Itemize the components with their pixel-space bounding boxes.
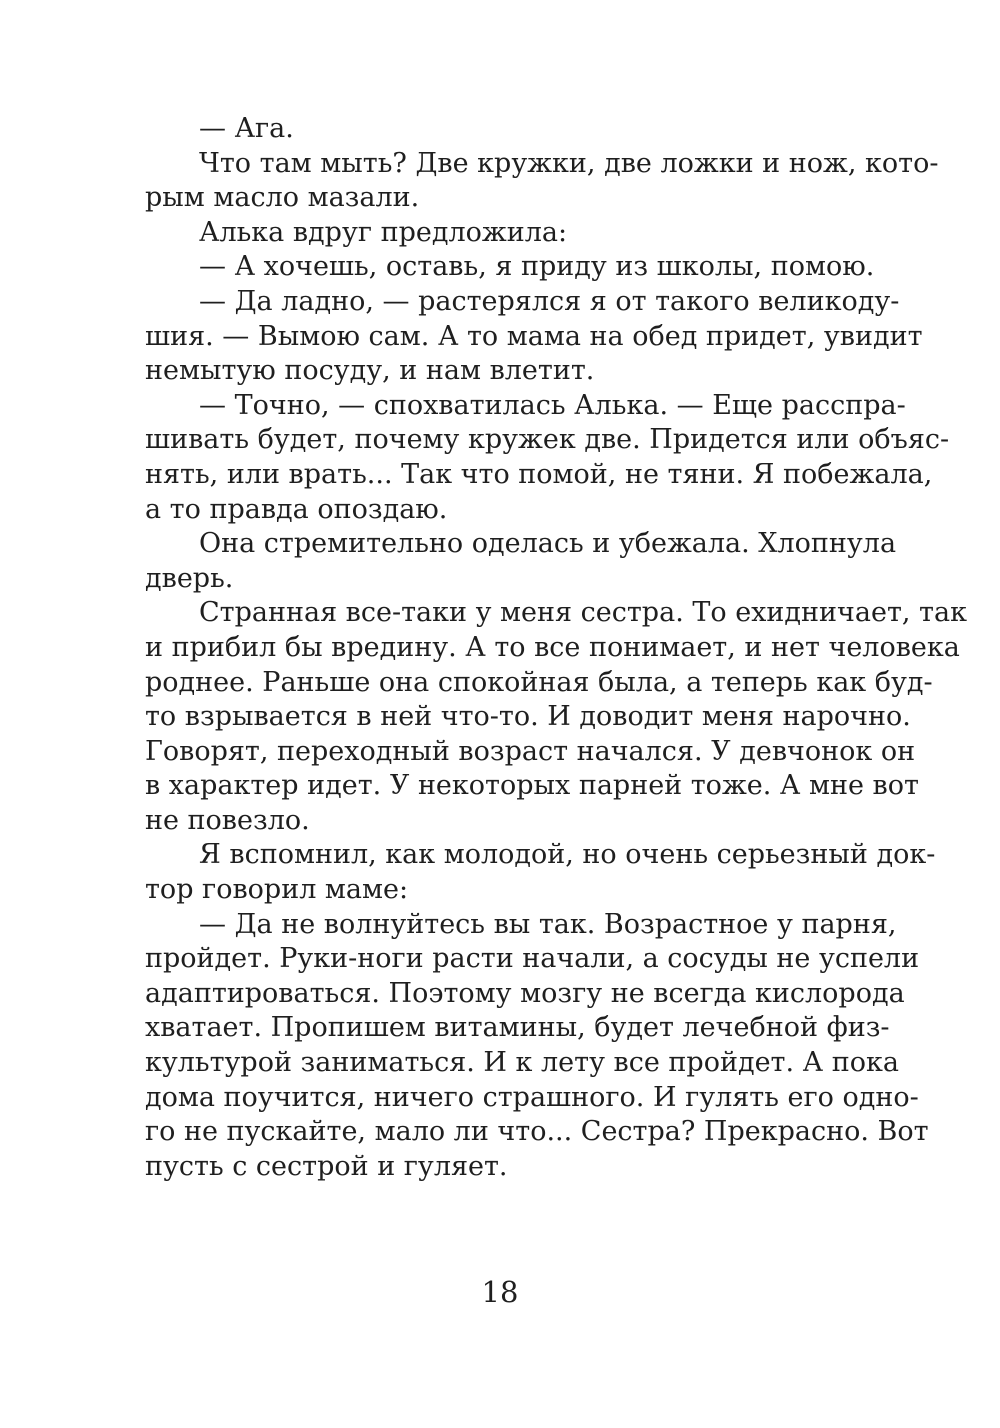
text-line: культурой заниматься. И к лету все пройдет. А пока (145, 1047, 899, 1079)
text-line: шивать будет, почему кружек две. Придется или объяс- (145, 424, 950, 456)
text-line: не повезло. (145, 804, 310, 836)
text-line: то взрывается в ней что-то. И доводит меня нарочно. (145, 701, 911, 733)
page-number: 18 (481, 1275, 519, 1309)
text-line: дверь. (145, 562, 234, 594)
text-line: тор говорил маме: (145, 874, 409, 906)
text-line: — Да ладно, — растерялся я от такого великоду- (199, 285, 900, 317)
text-line: го не пускайте, мало ли что... Сестра? Прекрасно. Вот (145, 1116, 929, 1148)
text-line: — А хочешь, оставь, я приду из школы, помою. (199, 251, 875, 283)
text-line: Что там мыть? Две кружки, две ложки и нож, кото- (199, 147, 939, 179)
text-line: в характер идет. У некоторых парней тоже. А мне вот (145, 770, 919, 802)
text-line: роднее. Раньше она спокойная была, а теперь как буд- (145, 666, 933, 698)
text-line: и прибил бы вредину. А то все понимает, и нет человека (145, 631, 960, 663)
text-line: — Да не волнуйтесь вы так. Возрастное у парня, (199, 908, 897, 940)
text-line: Она стремительно оделась и убежала. Хлопнула (199, 528, 897, 560)
text-line: пусть с сестрой и гуляет. (145, 1150, 508, 1182)
text-line: хватает. Пропишем витамины, будет лечебной физ- (145, 1012, 890, 1044)
body-text (145, 112, 967, 1184)
text-line: дома поучится, ничего страшного. И гулять его одно- (145, 1081, 919, 1113)
text-line: — Точно, — спохватилась Алька. — Еще расспра- (199, 389, 906, 421)
text-line: — Ага. (199, 113, 294, 144)
text-line: рым масло мазали. (145, 182, 420, 214)
text-line: Я вспомнил, как молодой, но очень серьезный док- (199, 839, 936, 871)
text-line: шия. — Вымою сам. А то мама на обед придет, увидит (145, 320, 923, 352)
text-line: нять, или врать... Так что помой, не тяни. Я побежала, (145, 458, 933, 490)
text-line: Странная все-таки у меня сестра. То ехидничает, так (199, 597, 967, 629)
text-line: а то правда опоздаю. (145, 493, 448, 525)
text-line: немытую посуду, и нам влетит. (145, 355, 595, 387)
text-line: Алька вдруг предложила: (199, 216, 568, 248)
text-line: пройдет. Руки-ноги расти начали, а сосуды не успели (145, 943, 920, 975)
text-line: адаптироваться. Поэтому мозгу не всегда кислорода (145, 977, 905, 1009)
text-line: Говорят, переходный возраст начался. У девчонок он (145, 735, 916, 767)
